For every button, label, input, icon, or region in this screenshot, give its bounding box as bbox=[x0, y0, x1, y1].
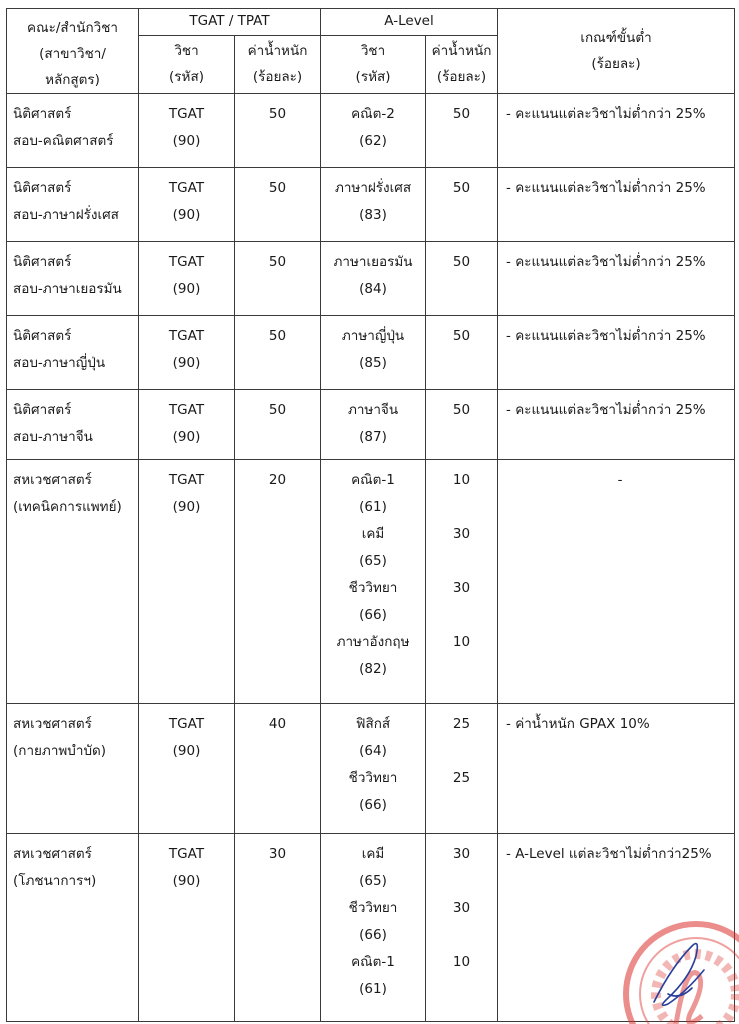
alevel-subject-cell bbox=[321, 834, 426, 1022]
tgat-weight-cell: 50 bbox=[235, 94, 321, 168]
alevel-subject-name: ภาษาญี่ปุ่น bbox=[341, 328, 405, 344]
criteria-cell: - คะแนนแต่ละวิชาไม่ต่ำกว่า 25% bbox=[498, 316, 735, 390]
alevel-subject-code: (84) bbox=[359, 281, 387, 297]
alevel-subject-header: วิชา (รหัส) bbox=[321, 36, 426, 94]
alevel-subject-name: คณิต-1 bbox=[351, 954, 395, 970]
tgat-weight-cell: 50 bbox=[235, 316, 321, 390]
alevel-subject-name: ภาษาฝรั่งเศส bbox=[334, 180, 412, 196]
alevel-weight-cell bbox=[426, 316, 498, 390]
tgat-subject-cell: TGAT (90) bbox=[139, 168, 235, 242]
alevel-weight-value: 50 bbox=[452, 328, 471, 344]
alevel-subject-cell bbox=[321, 242, 426, 316]
alevel-subject-code: (65) bbox=[359, 553, 387, 569]
tgat-weight-cell: 50 bbox=[235, 390, 321, 460]
alevel-weight-value: 25 bbox=[452, 716, 471, 732]
alevel-subject-code: (66) bbox=[359, 607, 387, 623]
tgat-weight-header: ค่าน้ำหนัก (ร้อยละ) bbox=[235, 36, 321, 94]
alevel-weight-header: ค่าน้ำหนัก (ร้อยละ) bbox=[426, 36, 498, 94]
official-stamp-icon bbox=[606, 904, 739, 1024]
faculty-cell: สหเวชศาสตร์ (กายภาพบำบัด) bbox=[7, 704, 139, 834]
alevel-weight-value: 25 bbox=[452, 770, 471, 786]
alevel-weight-value: 50 bbox=[452, 254, 471, 270]
alevel-subject-name: ชีววิทยา bbox=[348, 900, 398, 916]
tgat-subject-cell: TGAT (90) bbox=[139, 704, 235, 834]
alevel-weight-value: 10 bbox=[452, 954, 471, 970]
alevel-weight-value: 10 bbox=[452, 472, 471, 488]
faculty-column-header: คณะ/สำนักวิชา (สาขาวิชา/ หลักสูตร) bbox=[7, 9, 139, 94]
criteria-cell: - คะแนนแต่ละวิชาไม่ต่ำกว่า 25% bbox=[498, 168, 735, 242]
table-row bbox=[7, 94, 735, 168]
alevel-subject-cell bbox=[321, 316, 426, 390]
alevel-subject-cell bbox=[321, 94, 426, 168]
tgat-subject-cell: TGAT (90) bbox=[139, 242, 235, 316]
alevel-subject-name: ภาษาเยอรมัน bbox=[333, 254, 413, 270]
alevel-subject-cell bbox=[321, 460, 426, 704]
faculty-cell: นิติศาสตร์ สอบ-คณิตศาสตร์ bbox=[7, 94, 139, 168]
tgat-group-header: TGAT / TPAT bbox=[139, 9, 321, 36]
criteria-cell: - bbox=[498, 460, 735, 704]
tgat-weight-cell: 50 bbox=[235, 242, 321, 316]
alevel-weight-value: 30 bbox=[452, 900, 471, 916]
alevel-subject-name: ภาษาอังกฤษ bbox=[336, 634, 410, 650]
criteria-cell: - คะแนนแต่ละวิชาไม่ต่ำกว่า 25% bbox=[498, 242, 735, 316]
alevel-subject-code: (87) bbox=[359, 429, 387, 445]
criteria-cell: - คะแนนแต่ละวิชาไม่ต่ำกว่า 25% bbox=[498, 94, 735, 168]
criteria-cell: - A-Level แต่ละวิชาไม่ต่ำกว่า25% bbox=[498, 834, 735, 1022]
faculty-cell: นิติศาสตร์ สอบ-ภาษาฝรั่งเศส bbox=[7, 168, 139, 242]
table-row bbox=[7, 390, 735, 460]
tgat-weight-cell: 50 bbox=[235, 168, 321, 242]
alevel-weight-cell bbox=[426, 460, 498, 704]
tgat-weight-cell: 30 bbox=[235, 834, 321, 1022]
alevel-subject-code: (61) bbox=[359, 981, 387, 997]
alevel-weight-value: 50 bbox=[452, 180, 471, 196]
alevel-subject-code: (83) bbox=[359, 207, 387, 223]
admission-criteria-table bbox=[6, 8, 735, 1022]
alevel-subject-name: เคมี bbox=[361, 846, 385, 862]
alevel-subject-name: ภาษาจีน bbox=[347, 402, 399, 418]
table-row bbox=[7, 316, 735, 390]
alevel-weight-value: 50 bbox=[452, 106, 471, 122]
alevel-subject-name: คณิต-1 bbox=[351, 472, 395, 488]
alevel-subject-code: (85) bbox=[359, 355, 387, 371]
tgat-subject-header: วิชา (รหัส) bbox=[139, 36, 235, 94]
alevel-weight-cell bbox=[426, 834, 498, 1022]
alevel-subject-cell bbox=[321, 168, 426, 242]
table-row bbox=[7, 460, 735, 704]
faculty-cell: นิติศาสตร์ สอบ-ภาษาญี่ปุ่น bbox=[7, 316, 139, 390]
tgat-subject-cell: TGAT (90) bbox=[139, 316, 235, 390]
criteria-cell: - คะแนนแต่ละวิชาไม่ต่ำกว่า 25% bbox=[498, 390, 735, 460]
alevel-subject-cell bbox=[321, 704, 426, 834]
faculty-cell: นิติศาสตร์ สอบ-ภาษาเยอรมัน bbox=[7, 242, 139, 316]
table-row bbox=[7, 704, 735, 834]
alevel-weight-value: 30 bbox=[452, 526, 471, 542]
faculty-cell: นิติศาสตร์ สอบ-ภาษาจีน bbox=[7, 390, 139, 460]
tgat-weight-cell: 40 bbox=[235, 704, 321, 834]
alevel-subject-name: คณิต-2 bbox=[351, 106, 395, 122]
alevel-weight-cell bbox=[426, 390, 498, 460]
alevel-weight-value: 10 bbox=[452, 634, 471, 650]
faculty-cell: สหเวชศาสตร์ (เทคนิคการแพทย์) bbox=[7, 460, 139, 704]
tgat-subject-cell: TGAT (90) bbox=[139, 390, 235, 460]
alevel-subject-code: (82) bbox=[359, 661, 387, 677]
alevel-subject-name: เคมี bbox=[361, 526, 385, 542]
alevel-subject-name: ฟิสิกส์ bbox=[355, 716, 391, 732]
tgat-subject-cell: TGAT (90) bbox=[139, 94, 235, 168]
alevel-subject-cell bbox=[321, 390, 426, 460]
alevel-weight-cell bbox=[426, 242, 498, 316]
alevel-weight-value: 50 bbox=[452, 402, 471, 418]
alevel-weight-value: 30 bbox=[452, 580, 471, 596]
alevel-subject-code: (61) bbox=[359, 499, 387, 515]
alevel-subject-name: ชีววิทยา bbox=[348, 580, 398, 596]
table-row bbox=[7, 168, 735, 242]
criteria-cell: - ค่าน้ำหนัก GPAX 10% bbox=[498, 704, 735, 834]
alevel-subject-code: (62) bbox=[359, 133, 387, 149]
table-body bbox=[7, 94, 735, 1022]
table-header-row bbox=[7, 9, 735, 36]
alevel-weight-cell bbox=[426, 94, 498, 168]
tgat-subject-cell: TGAT (90) bbox=[139, 834, 235, 1022]
alevel-subject-code: (66) bbox=[359, 927, 387, 943]
faculty-cell: สหเวชศาสตร์ (โภชนาการฯ) bbox=[7, 834, 139, 1022]
alevel-subject-name: ชีววิทยา bbox=[348, 770, 398, 786]
alevel-weight-value: 30 bbox=[452, 846, 471, 862]
alevel-subject-code: (65) bbox=[359, 873, 387, 889]
alevel-weight-cell bbox=[426, 704, 498, 834]
alevel-group-header: A-Level bbox=[321, 9, 498, 36]
alevel-weight-cell bbox=[426, 168, 498, 242]
table-row bbox=[7, 242, 735, 316]
tgat-weight-cell: 20 bbox=[235, 460, 321, 704]
alevel-subject-code: (66) bbox=[359, 797, 387, 813]
criteria-column-header: เกณฑ์ขั้นต่ำ (ร้อยละ) bbox=[498, 9, 735, 94]
alevel-subject-code: (64) bbox=[359, 743, 387, 759]
tgat-subject-cell: TGAT (90) bbox=[139, 460, 235, 704]
